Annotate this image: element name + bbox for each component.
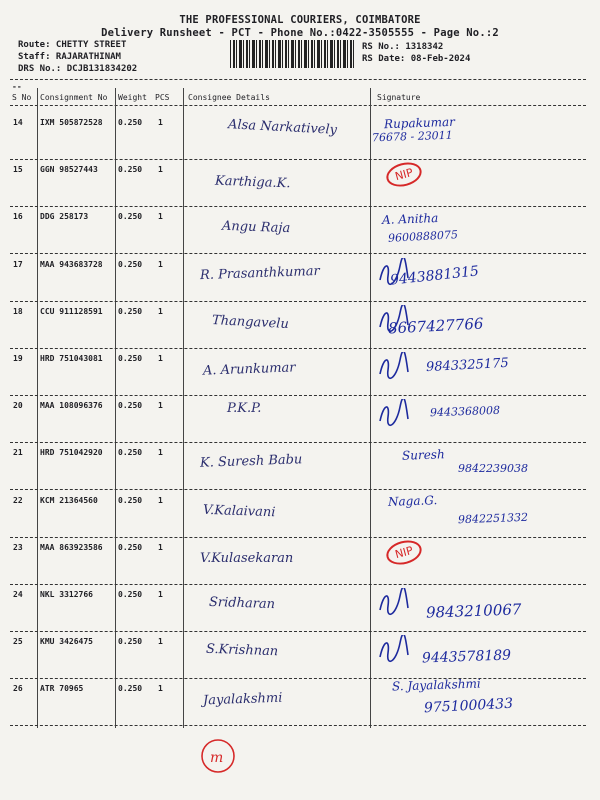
table-row [0, 395, 600, 443]
row-signature-phone: 9443881315 [389, 262, 480, 289]
header-divider-top [10, 79, 586, 80]
drs-number: DRS No.: DCJB131834202 [18, 64, 138, 74]
table-row [0, 112, 600, 160]
row-consignee-name: P.K.P. [227, 401, 262, 417]
row-consignment-no: HRD 751043081 [40, 354, 103, 363]
table-row [0, 442, 600, 490]
row-sno: 23 [13, 542, 23, 552]
route-label: Route: CHETTY STREET [18, 40, 127, 50]
col-header-weight: Weight [118, 93, 147, 102]
row-signature: Suresh [401, 447, 445, 464]
nip-badge: NIP [384, 159, 425, 191]
row-consignee-name: K. Suresh Babu [199, 452, 303, 472]
row-sno: 19 [13, 354, 23, 363]
row-pcs: 1 [158, 354, 163, 363]
row-weight: 0.250 [118, 306, 143, 316]
row-consignment-no: KMU 3426475 [40, 637, 93, 647]
table-row [0, 631, 600, 679]
table-row [0, 159, 600, 207]
row-signature-phone: 76678 - 23011 [371, 128, 453, 145]
runsheet-subtitle: Delivery Runsheet - PCT - Phone No.:0422-3505555 - Page No.:2 [101, 27, 499, 39]
barcode-icon [230, 40, 354, 68]
row-signature-phone: 9443368008 [429, 403, 501, 420]
row-sno: 26 [13, 684, 23, 694]
row-consignment-no: NKL 3312766 [40, 590, 93, 599]
row-signature: Naga.G. [387, 492, 438, 509]
col-header-pcs: PCS [155, 93, 170, 102]
company-title: THE PROFESSIONAL COURIERS, COIMBATORE [179, 14, 421, 26]
rs-date: RS Date: 08-Feb-2024 [362, 54, 471, 64]
row-consignment-no: IXM 505872528 [40, 118, 103, 127]
row-consignee-name: R. Prasanthkumar [199, 263, 320, 283]
row-weight: 0.250 [118, 590, 143, 599]
row-pcs: 1 [158, 212, 163, 222]
row-signature-phone: 9842251332 [457, 510, 529, 526]
col-header-sno: S No [12, 93, 32, 102]
row-sno: 18 [13, 306, 23, 316]
row-consignee-name: S.Krishnan [205, 641, 279, 660]
col-header-consignee: Consignee Details [188, 93, 270, 102]
row-signature: Rupakumar [383, 114, 456, 132]
signature-scribble [376, 305, 412, 335]
row-consignee-name: Karthiga.K. [214, 173, 291, 192]
row-pcs: 1 [158, 259, 163, 269]
row-weight: 0.250 [118, 495, 143, 505]
row-consignee-name: Sridharan [208, 594, 276, 613]
row-consignee-name: Jayalakshmi [202, 691, 283, 709]
row-consignment-no: MAA 943683728 [40, 259, 103, 269]
row-signature: A. Anitha [381, 211, 439, 228]
rs-number: RS No.: 1318342 [362, 42, 444, 52]
row-consignee-name: Angu Raja [221, 219, 291, 237]
mark-m-text: m [210, 750, 224, 766]
row-pcs: 1 [158, 637, 163, 647]
row-weight: 0.250 [118, 165, 143, 175]
row-consignment-no: CCU 911128591 [40, 306, 103, 316]
row-consignment-no: MAA 108096376 [40, 401, 103, 411]
mark-m [196, 734, 242, 776]
row-consignment-no: GGN 98527443 [40, 165, 98, 175]
row-signature-phone: 9751000433 [423, 696, 514, 717]
signature-scribble [376, 399, 412, 429]
table-row [0, 584, 600, 632]
row-divider [10, 725, 586, 726]
col-header-signature: Signature [377, 93, 421, 102]
row-pcs: 1 [158, 448, 163, 458]
row-consignee-name: V.Kulasekaran [200, 550, 294, 566]
row-pcs: 1 [158, 165, 163, 175]
row-weight: 0.250 [118, 637, 143, 647]
signature-scribble [376, 635, 412, 665]
row-consignment-no: ATR 70965 [40, 684, 84, 694]
row-consignment-no: KCM 21364560 [40, 495, 98, 505]
signature-scribble [376, 588, 412, 618]
row-signature-phone: 9843325175 [425, 355, 510, 376]
row-weight: 0.250 [118, 212, 143, 222]
row-weight: 0.250 [118, 259, 143, 269]
row-consignee-name: V.Kalaivani [202, 502, 276, 520]
staff-label: Staff: RAJARATHINAM [18, 52, 121, 62]
table-row [0, 254, 600, 302]
row-pcs: 1 [158, 590, 163, 599]
row-sno: 24 [13, 590, 23, 599]
row-pcs: 1 [158, 118, 163, 127]
row-weight: 0.250 [118, 448, 143, 458]
row-signature-phone: 9842239038 [458, 462, 528, 476]
row-marker: -- [12, 82, 22, 91]
row-consignment-no: DDG 258173 [40, 212, 89, 222]
row-signature: S. Jayalakshmi [391, 676, 481, 694]
row-consignee-name: Alsa Narkatively [227, 117, 338, 138]
row-sno: 21 [13, 448, 23, 458]
row-weight: 0.250 [118, 684, 143, 694]
table-row [0, 301, 600, 349]
row-pcs: 1 [158, 684, 163, 694]
row-pcs: 1 [158, 495, 163, 505]
table-row [0, 206, 600, 254]
row-weight: 0.250 [118, 542, 143, 552]
row-sno: 17 [13, 259, 23, 269]
row-sno: 15 [13, 165, 23, 175]
header-divider-bottom [10, 105, 586, 106]
row-sno: 22 [13, 495, 23, 505]
row-signature-phone: 9843210067 [425, 600, 522, 622]
row-consignee-name: Thangavelu [211, 312, 290, 332]
row-pcs: 1 [158, 542, 163, 552]
row-signature-phone: 9443578189 [421, 647, 512, 667]
signature-scribble [376, 352, 412, 382]
row-pcs: 1 [158, 306, 163, 316]
row-weight: 0.250 [118, 118, 143, 127]
col-header-consignment: Consignment No [40, 93, 108, 102]
row-consignment-no: HRD 751042920 [40, 448, 103, 458]
row-signature-phone: 8667427766 [387, 314, 484, 338]
row-weight: 0.250 [118, 354, 143, 363]
nip-badge: NIP [384, 537, 425, 569]
row-consignment-no: MAA 863923586 [40, 542, 103, 552]
row-sno: 25 [13, 637, 23, 647]
row-consignee-name: A. Arunkumar [202, 360, 296, 379]
table-row [0, 348, 600, 396]
table-row [0, 537, 600, 585]
row-weight: 0.250 [118, 401, 143, 411]
row-sno: 14 [13, 118, 23, 127]
table-row [0, 678, 600, 726]
signature-scribble [376, 258, 412, 288]
table-row [0, 490, 600, 538]
row-signature-phone: 9600888075 [387, 228, 459, 246]
row-pcs: 1 [158, 401, 163, 411]
row-sno: 20 [13, 401, 23, 411]
row-sno: 16 [13, 212, 23, 222]
